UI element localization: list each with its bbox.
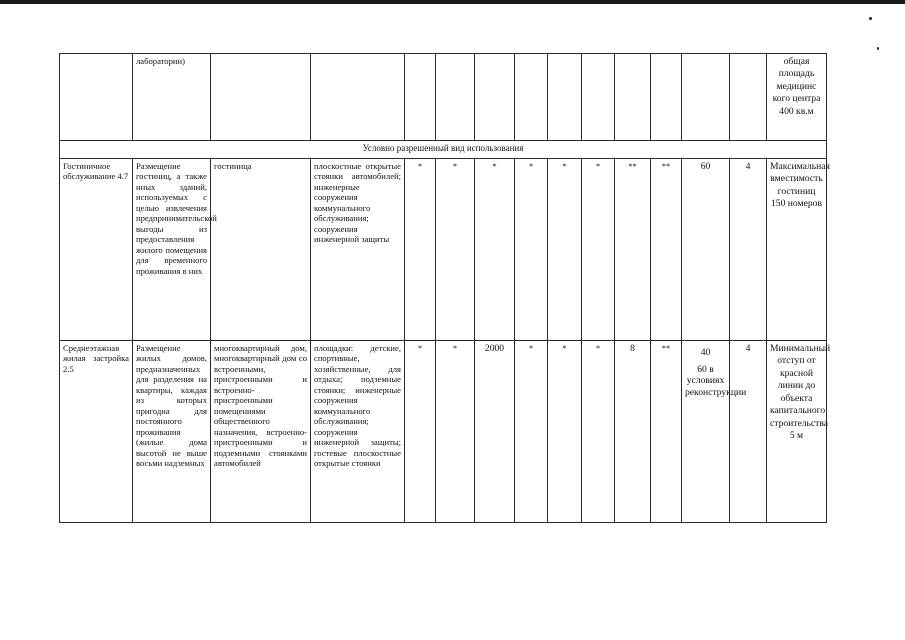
table-row — [60, 54, 827, 141]
section-heading: Условно разрешенный вид использования — [60, 141, 827, 159]
cell-description: лаборатории) — [133, 54, 211, 141]
cell-objects — [211, 54, 311, 141]
cell-value-a: 60 — [682, 159, 730, 341]
cell-value-a — [682, 341, 747, 523]
cell-description: Размещение жилых домов, предназначенных для разделения на квартиры, каждая из которых пригодна для постоянного проживания (жилые дома высотой не выше восьми надземных — [133, 341, 211, 523]
cell-param — [475, 54, 515, 141]
cell-note: Максимальная вместимость гостиниц 150 номеров — [767, 159, 827, 341]
cell-param: 2000 — [475, 341, 515, 523]
section-heading-row — [60, 141, 827, 159]
value-a-reconstruction: 60 в условиях реконструкции — [685, 363, 747, 399]
cell-objects: многоквартирный дом, многоквартирный дом со встроенными, пристроенными и встроенно-пристроенными помещениями общественного назначения, встроенно-пристроенными и подземными стоянками автомобилей — [211, 341, 311, 523]
cell-note: общая площадь медицинс кого центра 400 кв.м — [767, 54, 827, 141]
cell-param: * — [475, 159, 515, 341]
cell-note: Минимальный отступ от красной линии до объекта капитального строительства 5 м — [767, 341, 827, 523]
table-row — [60, 159, 827, 341]
cell-param: * — [548, 341, 582, 523]
cell-param — [582, 54, 615, 141]
cell-use-type: Среднеэтажная жилая застройка 2.5 — [60, 341, 133, 523]
cell-param: * — [405, 159, 436, 341]
cell-param: * — [436, 341, 475, 523]
cell-param: * — [548, 159, 582, 341]
cell-value-b: 4 — [730, 341, 767, 523]
cell-description: Размещение гостиниц, а также иных зданий, используемых с целью извлечения предпринимательской выгоды из предоставления жилого помещения для временного проживания в них — [133, 159, 211, 341]
cell-auxiliary — [311, 54, 405, 141]
cell-param: 8 — [615, 341, 651, 523]
scan-speck — [877, 47, 879, 50]
cell-param — [405, 54, 436, 141]
cell-auxiliary: плоскостные открытые стоянки автомобилей; инженерные сооружения коммунального обслуживания; сооружения инженерной защиты — [311, 159, 405, 341]
cell-param: * — [515, 341, 548, 523]
cell-use-type — [60, 54, 133, 141]
cell-param: ** — [651, 341, 682, 523]
scan-top-edge — [0, 0, 905, 4]
cell-auxiliary: площадки: детские, спортивные, хозяйственные, для отдыха; подземные стоянки; инженерные сооружения коммунального обслуживания; сооружения инженерной защиты; гостевые плоскостные открытые стоянки — [311, 341, 405, 523]
cell-objects: гостиница — [211, 159, 311, 341]
cell-param — [436, 54, 475, 141]
cell-param: * — [515, 159, 548, 341]
cell-param — [548, 54, 582, 141]
cell-param: ** — [615, 159, 651, 341]
cell-value-b: 4 — [730, 159, 767, 341]
cell-param: * — [582, 341, 615, 523]
cell-param — [651, 54, 682, 141]
cell-use-type: Гостиничное обслуживание 4.7 — [60, 159, 133, 341]
cell-param — [615, 54, 651, 141]
cell-param — [515, 54, 548, 141]
cell-value-b — [730, 54, 767, 141]
table-row — [60, 341, 827, 523]
cell-param: * — [582, 159, 615, 341]
cell-value-a — [682, 54, 730, 141]
cell-param: ** — [651, 159, 682, 341]
scan-speck — [869, 17, 872, 20]
land-use-regulation-table — [59, 53, 831, 523]
cell-param: * — [405, 341, 436, 523]
value-a-primary: 40 — [700, 347, 711, 358]
cell-param: * — [436, 159, 475, 341]
